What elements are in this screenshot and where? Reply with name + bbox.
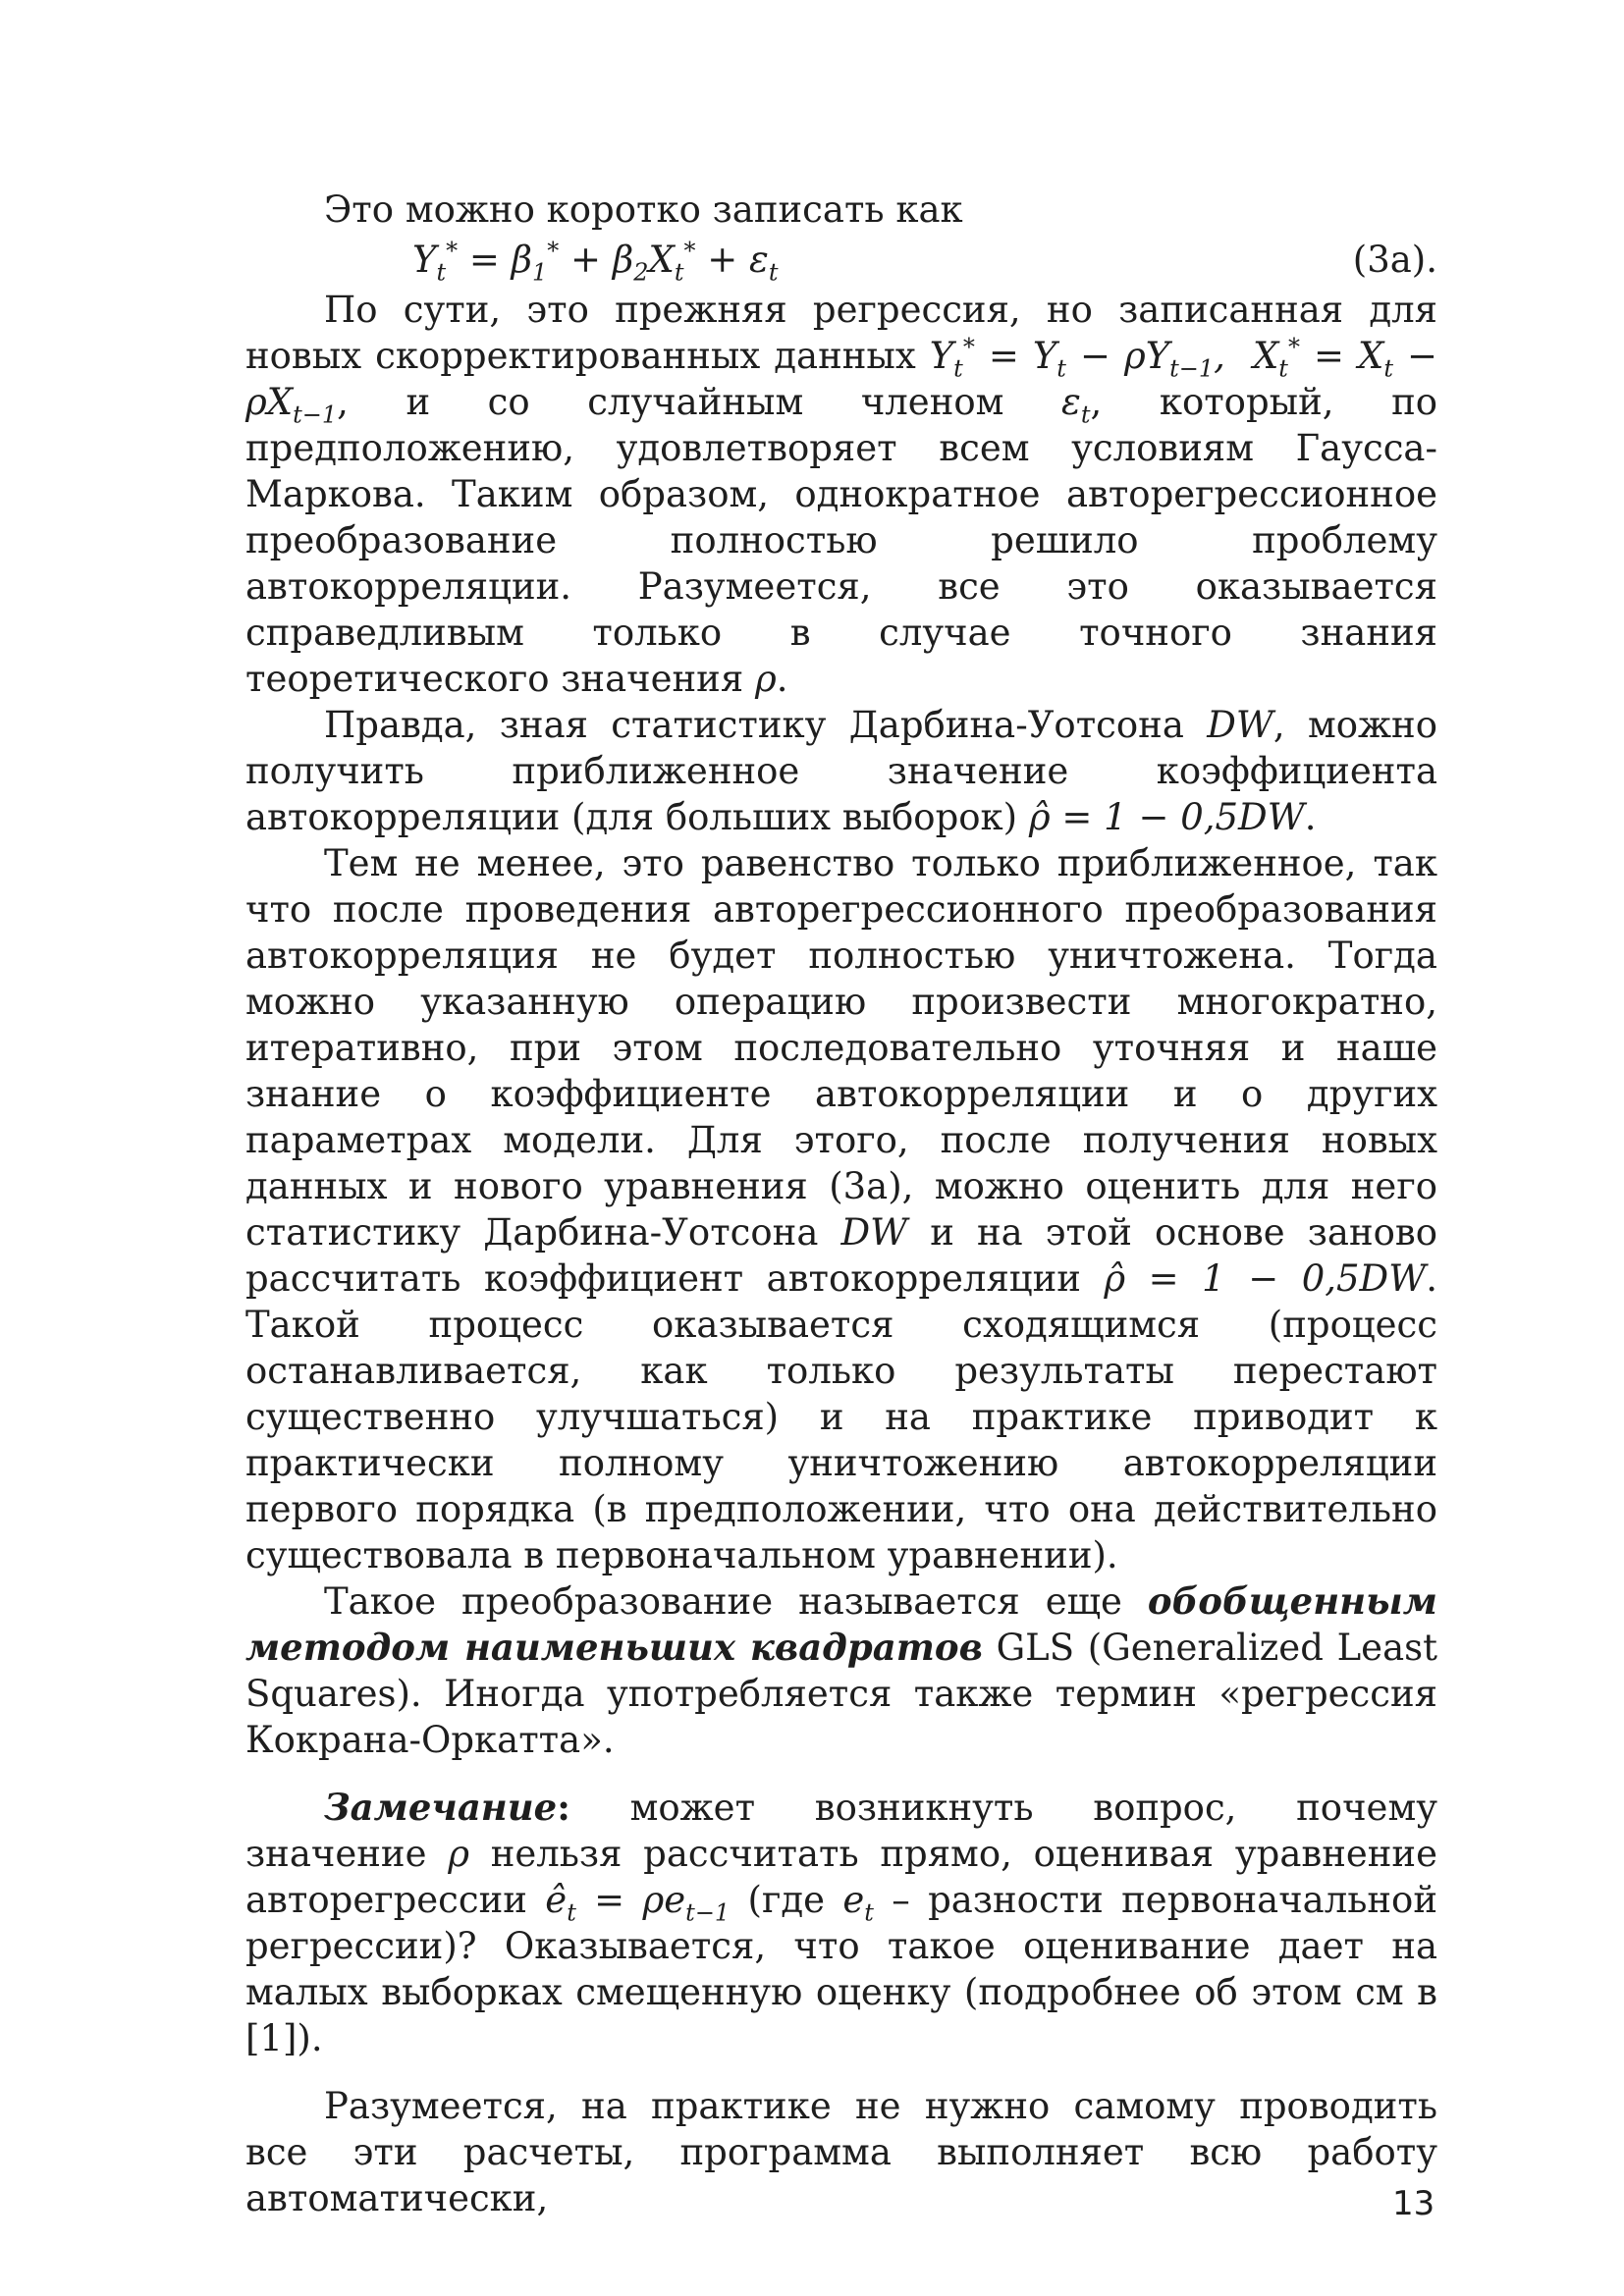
paragraph-3: Тем не менее, это равенство только приближенное, так что после проведения авторегрессионного преобразования автокорреляция не будет полностью уничтожена. Тогда можно указанную операцию произвести многократно, итеративно, при этом последовательно уточняя и наше знание о коэффициенте автокорреляции и о других параметрах модели. Для этого, после получения новых данных и нового уравнения (3а), можно оценить для него статистику Дарбина-Уотсона DW и на этой основе заново рассчитать коэффициент автокорреляции ρ̂ = 1 − 0,5DW. Такой процесс оказывается сходящимся (процесс останавливается, как только результаты перестают существенно улучшаться) и на практике приводит к практически полному уничтожению автокорреляции первого порядка (в предположении, что она действительно существовала в первоначальном уравнении). — [245, 842, 1437, 1576]
paragraph-2: Правда, зная статистику Дарбина-Уотсона DW, можно получить приближенное значение коэффициента автокорреляции (для больших выборок) ρ̂ = 1 − 0,5DW. — [245, 704, 1437, 838]
remark-label: Замечание — [324, 1786, 558, 1829]
page-body — [245, 187, 1437, 2221]
equation-3a-label: (3а). — [1352, 239, 1437, 281]
paragraph-6: Разумеется, на практике не нужно самому проводить все эти расчеты, программа выполняет всю работу автоматически, — [245, 2085, 1437, 2219]
intro-line: Это можно коротко записать как — [324, 188, 963, 231]
page-number: 13 — [1392, 2184, 1435, 2223]
paragraph-1: По сути, это прежняя регрессия, но записанная для новых скорректированных данных $Y_t^* = Y_t - \rho Y_{t-1}$, $X_t^* = X_t - \rho X_{t-1}$, и со случайным членом $\varepsilon_t$, который, по предположению, удовлетворяет всем условиям Гаусса-Маркова. Таким образом, однократное авторегрессионное преобразование полностью решило проблему автокорреляции. Разумеется, все это оказывается справедливым только в случае точного знания теоретического значения ρ. — [245, 289, 1438, 700]
paragraph-remark: Замечание: может возникнуть вопрос, почему значение ρ нельзя рассчитать прямо, оценивая уравнение авторегрессии $ê_t = \rho e_{t-1}$ (где $e_t$ – разности первоначальной регрессии)? Оказывается, что такое оценивание дает на малых выборках смещенную оценку (подробнее об этом см в [1]). — [245, 1786, 1437, 2059]
gls-term: обобщенным методом наименьших квадратов — [245, 1579, 1437, 1669]
equation-3a-formula: $Y_t^* = \beta_1^* + \beta_2X_t^* + \varepsilon_t$ — [412, 237, 779, 287]
paragraph-4: Такое преобразование называется еще обобщенным методом наименьших квадратов GLS (Generalized Least Squares). Иногда употребляется также термин «регрессия Кокрана-Оркатта». — [245, 1579, 1437, 1761]
equation-3a — [245, 237, 1437, 287]
